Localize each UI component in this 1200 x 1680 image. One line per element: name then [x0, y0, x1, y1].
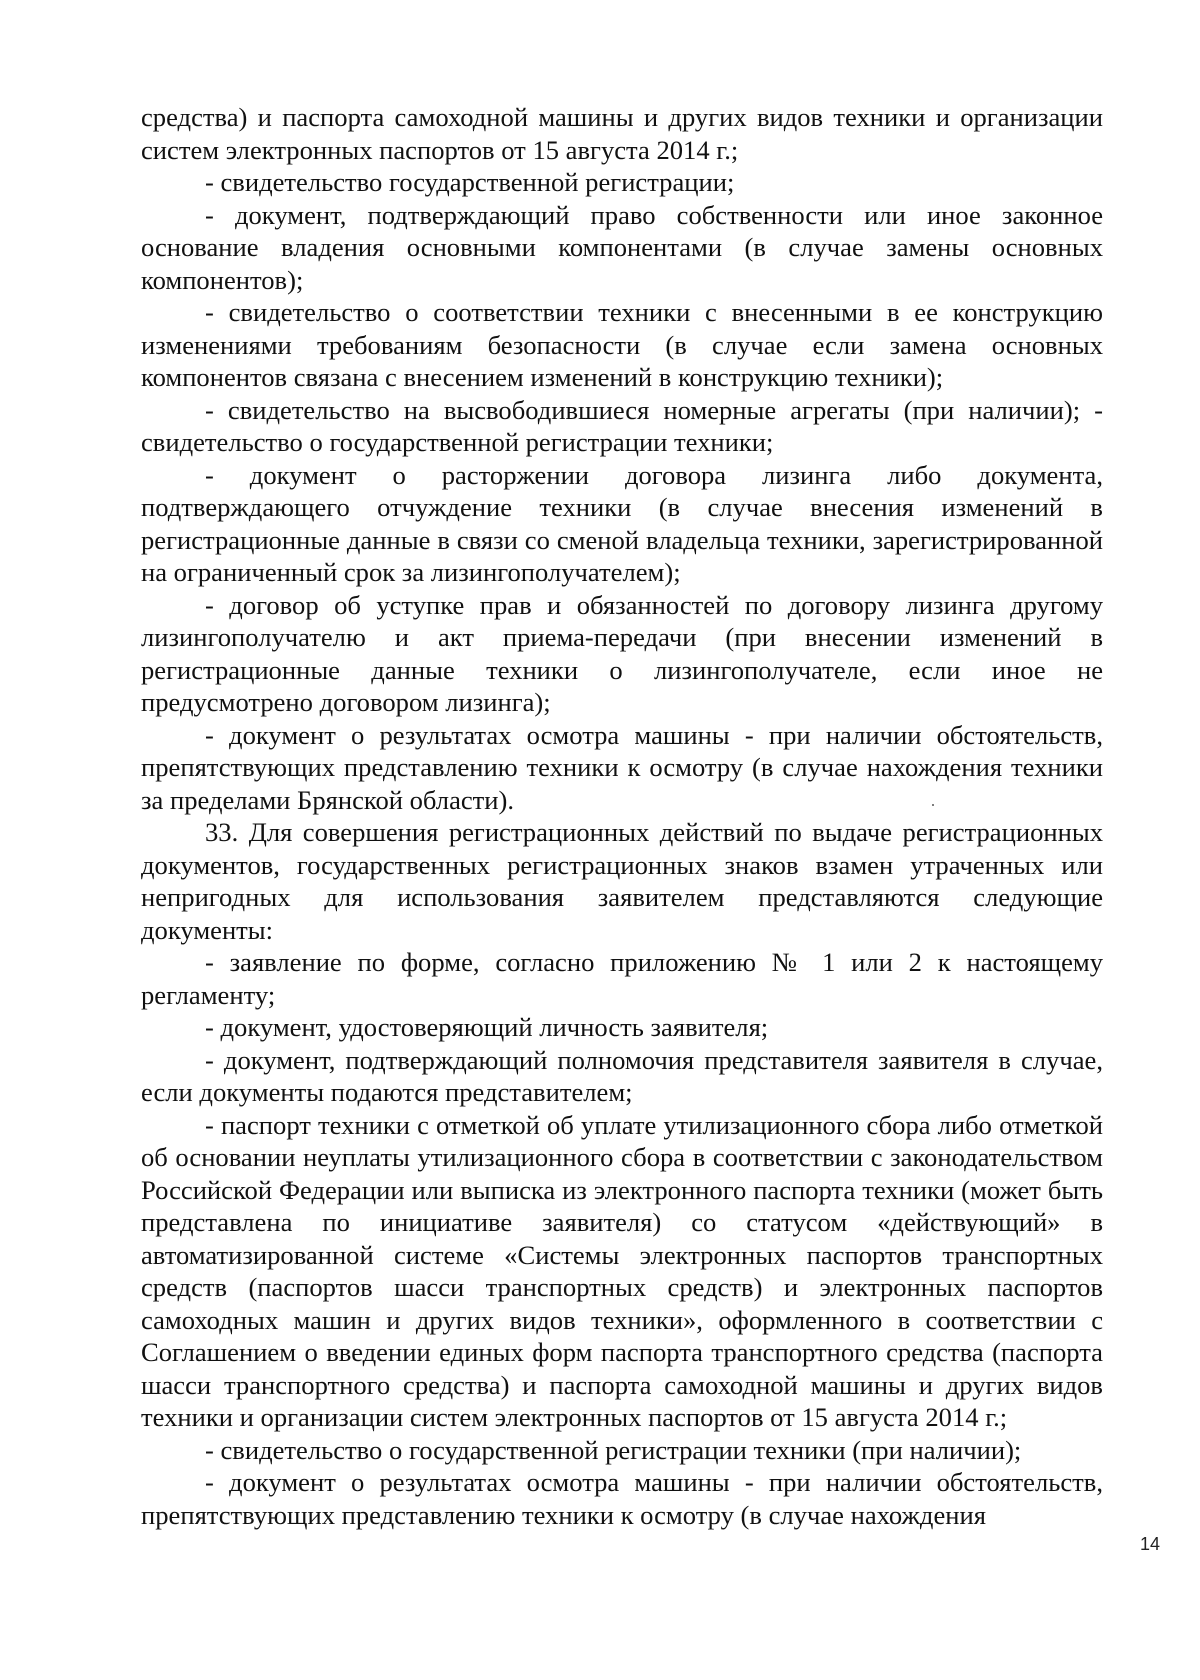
list-item-leasing-termination-document: - документ о расторжении договора лизинга либо документа, подтверждающего отчуждение техники (в случае внесения изменений в регистрационные данные в связи со сменой владельца техники, зарегистрированной на ограниченный срок за лизингополучателем); — [141, 459, 1103, 587]
list-item-released-units-certificate: - свидетельство на высвободившиеся номерные агрегаты (при наличии); - свидетельство о государственной регистрации техники; — [141, 394, 1103, 457]
list-item-leasing-assignment-agreement: - договор об уступке прав и обязанностей по договору лизинга другому лизингополучателю и акт приема-передачи (при внесении изменений в регистрационные данные техники о лизингополучателе, если иное не предусмотрено договором лизинга); — [141, 589, 1103, 717]
list-item-vehicle-passport: - паспорт техники с отметкой об уплате утилизационного сбора либо отметкой об основании неуплаты утилизационного сбора в соответствии с законодательством Российской Федерации или выписка из электронного паспорта техники (может быть представлена по инициативе заявителя) со статусом «действующий» в автоматизированной системе «Системы электронных паспортов транспортных средств (паспортов шасси транспортных средств) и электронных паспортов самоходных машин и других видов техники», оформленного в соответствии с Соглашением о введении единых форм паспорта транспортного средства (паспорта шасси транспортного средства) и паспорта самоходной машины и других видов техники и организации систем электронных паспортов от 15 августа 2014 г.; — [141, 1109, 1103, 1432]
list-item-application-form: - заявление по форме, согласно приложению № 1 или 2 к настоящему регламенту; — [141, 947, 1103, 1010]
section-33-paragraph: 33. Для совершения регистрационных действий по выдаче регистрационных документов, государственных регистрационных знаков взамен утраченных или непригодных для использования заявителем представляются следующие документы: — [141, 817, 1103, 945]
scan-speck — [932, 804, 934, 806]
paragraph-continuation: средства) и паспорта самоходной машины и других видов техники и организации систем электронных паспортов от 15 августа 2014 г.; — [141, 102, 1103, 165]
list-item-safety-compliance-certificate: - свидетельство о соответствии техники с внесенными в ее конструкцию изменениями требованиям безопасности (в случае если замена основных компонентов связана с внесением изменений в конструкцию техники); — [141, 297, 1103, 392]
list-item-inspection-results-continued: - документ о результатах осмотра машины - при наличии обстоятельств, препятствующих представлению техники к осмотру (в случае нахождения — [141, 1467, 1103, 1530]
document-body — [141, 101, 1103, 1531]
list-item-inspection-results: - документ о результатах осмотра машины - при наличии обстоятельств, препятствующих представлению техники к осмотру (в случае нахождения техники за пределами Брянской области). — [141, 719, 1103, 815]
list-item-identity-document: - документ, удостоверяющий личность заявителя; — [205, 1012, 769, 1042]
list-item-ownership-document: - документ, подтверждающий право собственности или иное законное основание владения основными компонентами (в случае замены основных компонентов); — [141, 199, 1103, 295]
page-number: 14 — [1140, 1534, 1161, 1554]
list-item-state-registration-certificate: - свидетельство о государственной регистрации техники (при наличии); — [205, 1434, 1022, 1465]
list-item-representative-authority: - документ, подтверждающий полномочия представителя заявителя в случае, если документы подаются представителем; — [141, 1044, 1103, 1107]
list-item-registration-certificate: - свидетельство государственной регистрации; — [205, 167, 735, 197]
